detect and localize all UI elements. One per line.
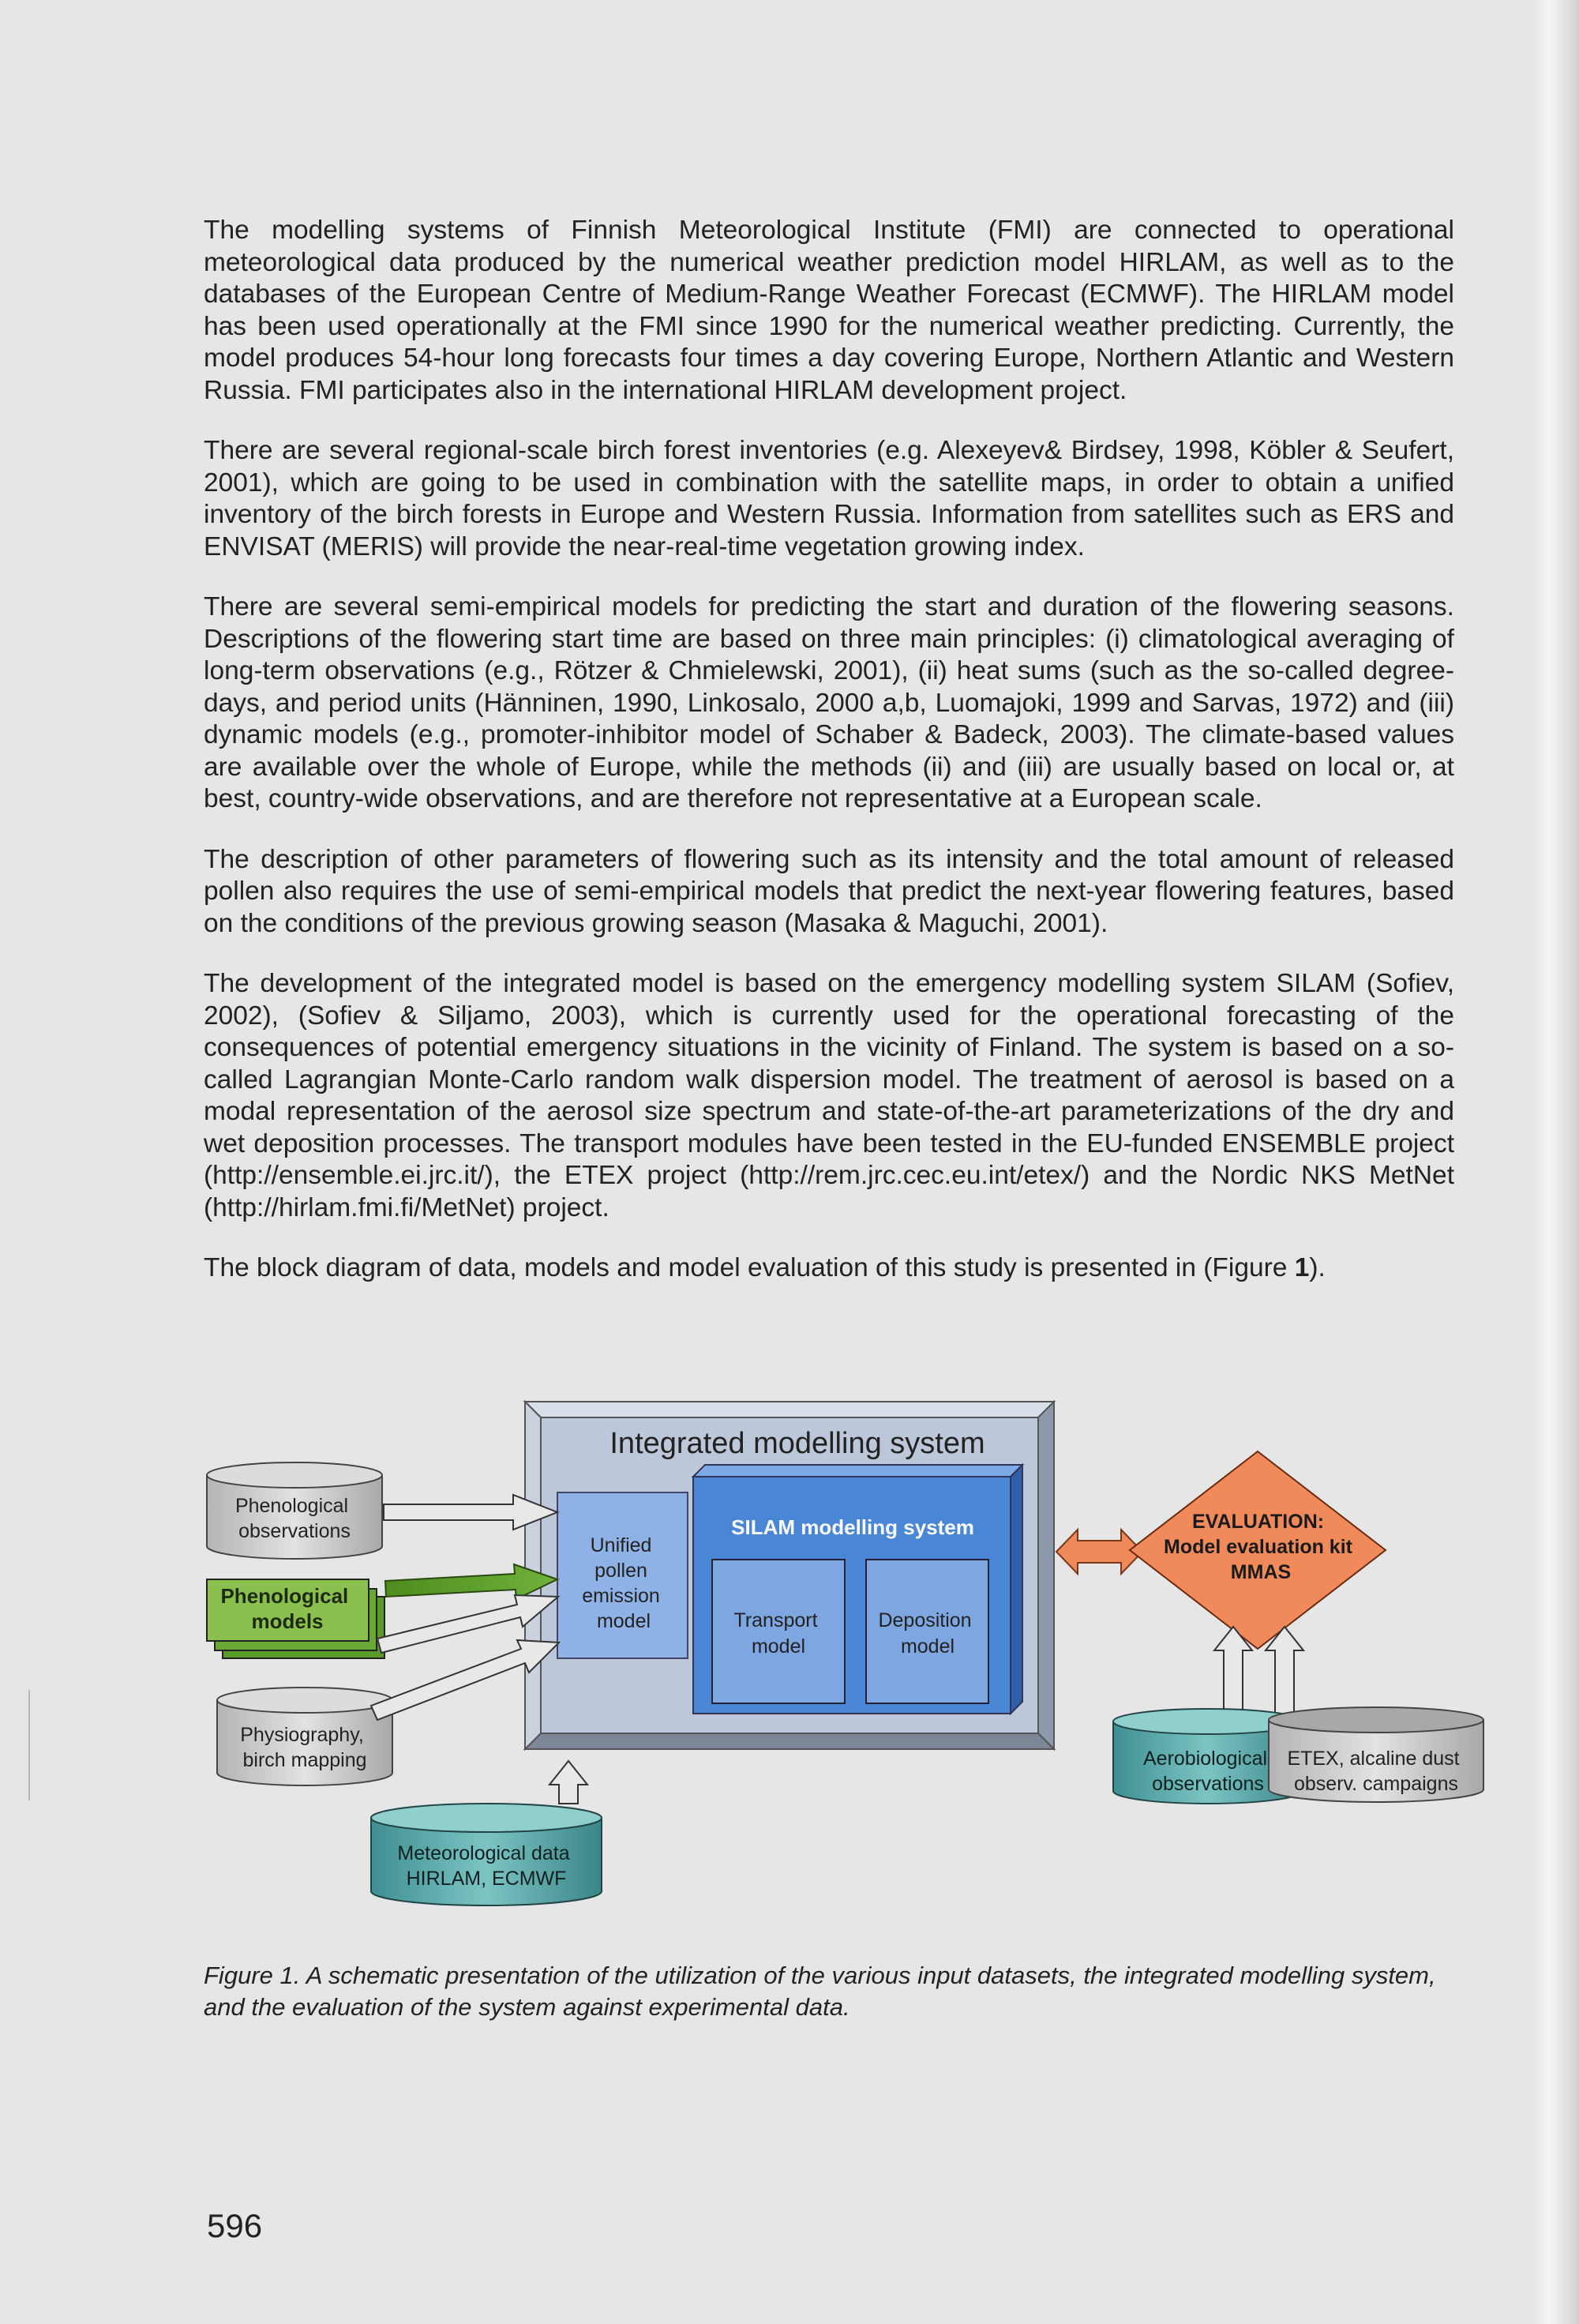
body-text [204,215,1454,1313]
arrow-meteorological [549,1761,587,1804]
eval-label-3: MMAS [1230,1561,1292,1583]
aero-label-1: Aerobiological [1143,1748,1268,1770]
page-edge-shadow [1532,0,1579,2324]
physio-label-1: Physiography, [240,1724,364,1746]
transport-label-2: model [751,1635,806,1658]
unified-label-1: Unified [590,1534,652,1556]
etex-label-1: ETEX, alcaline dust [1287,1748,1460,1770]
etex-label-2: observ. campaigns [1294,1773,1458,1795]
eval-label-2: Model evaluation kit [1164,1536,1352,1558]
figure-intro-end: ). [1309,1253,1326,1282]
paragraph-1: The modelling systems of Finnish Meteorological Institute (FMI) are connected to operational meteorological data produced by the numerical weather prediction model HIRLAM, as well as to the databases of the European Centre of Medium-Range Weather Forecast (ECMWF). The HIRLAM model has been used operationally at the FMI since 1990 for the numerical weather predicting. Currently, the model produces 54-hour long forecasts four times a day covering Europe, Northern Atlantic and Western Russia. FMI participates also in the international HIRLAM development project. [204,216,1454,405]
pheno-models-label-1: Phenological [220,1584,349,1608]
paragraph-2: There are several regional-scale birch forest inventories (e.g. Alexeyev& Birdsey, 1998, Köbler & Seufert, 2001), which are going to be used in combination with the satellite maps, in order to obtain a unified inventory of the birch forests in Europe and Western Russia. Information from satellites such as ERS and ENVISAT (MERIS) will provide the near-real-time vegetation growing index. [204,436,1454,561]
transport-label-1: Transport [733,1609,818,1631]
integrated-system-title: Integrated modelling system [609,1427,985,1460]
figure-intro [204,1252,1454,1285]
unified-label-4: model [596,1610,651,1632]
figure-caption: Figure 1. A schematic presentation of the utilization of the various input datasets, the integrated modelling system, and the evaluation of the system against experimental data. [204,1962,1436,2021]
page-binding-mark [28,1690,30,1800]
pheno-obs-label-2: observations [238,1520,351,1542]
meteo-label-2: HIRLAM, ECMWF [406,1868,567,1890]
pheno-obs-label-1: Phenological [234,1495,349,1517]
physio-label-2: birch mapping [242,1749,367,1771]
eval-label-1: EVALUATION: [1191,1511,1325,1533]
unified-label-3: emission [582,1585,660,1607]
deposition-label-1: Deposition [878,1609,972,1631]
unified-label-2: pollen [594,1560,647,1582]
figure-reference[interactable]: 1 [1294,1253,1310,1282]
deposition-model-box [866,1560,988,1703]
aero-label-2: observations [1152,1773,1264,1795]
paragraph-5: The development of the integrated model is based on the emergency modelling system SILAM (Sofiev, 2002), (Sofiev & Siljamo, 2003), which is currently used for the operational forecasting of the consequences of potential emergency situations in the vicinity of Finland. The system is based on a so-called Lagrangian Monte-Carlo random walk dispersion model. The treatment of aerosol is based on a modal representation of the aerosol size spectrum and state-of-the-art parameterizations of the dry and wet deposition processes. The transport modules have been tested in the EU-funded ENSEMBLE project (http://ensemble.ei.jrc.it/), the ETEX project (http://rem.jrc.cec.eu.int/etex/) and the Nordic NKS MetNet (http://hirlam.fmi.fi/MetNet) project. [204,969,1454,1222]
arrow-etex [1266,1627,1303,1720]
deposition-label-2: model [900,1635,955,1658]
page-number: 596 [207,2207,263,2244]
paragraph-3: There are several semi-empirical models for predicting the start and duration of the flowering seasons. Descriptions of the flowering start time are based on three main principles: (i) climatological averaging of long-term observations (e.g., Rötzer & Chmielewski, 2001), (ii) heat sums (such as the so-called degree-days, and period units (Hänninen, 1990, Linkosalo, 2000 a,b, Luomajoki, 1999 and Sarvas, 1972) and (iii) dynamic models (e.g., promoter-inhibitor model of Schaber & Badeck, 2003). The climate-based values are available over the whole of Europe, while the methods (ii) and (iii) are usually based on local or, at best, country-wide observations, and are therefore not representative at a European scale. [204,592,1454,813]
meteo-label-1: Meteorological data [397,1842,570,1864]
transport-model-box [712,1560,845,1703]
evaluation-bidirectional-arrow [1056,1530,1142,1574]
pheno-models-label-2: models [251,1609,324,1633]
paragraph-4: The description of other parameters of flowering such as its intensity and the total amount of released pollen also requires the use of semi-empirical models that predict the next-year flowering features, based on the conditions of the previous growing season (Masaka & Maguchi, 2001). [204,844,1454,938]
figure-intro-text: The block diagram of data, models and model evaluation of this study is presented in (Figure [204,1253,1295,1282]
silam-title: SILAM modelling system [731,1515,974,1539]
